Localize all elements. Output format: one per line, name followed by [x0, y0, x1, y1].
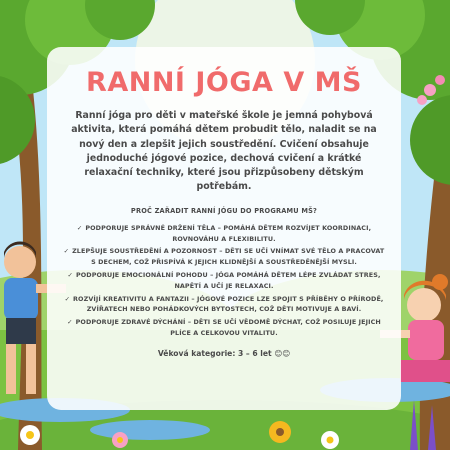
age-category: Věková kategorie: 3 – 6 let 😊😊	[157, 348, 291, 358]
benefit-text: PODPORUJE SPRÁVNÉ DRŽENÍ TĚLA – POMÁHÁ DĚTEM ROZVÍJET KOORDINACI, ROVNOVÁHU A FLEXIBILITU.	[85, 223, 372, 243]
benefit-text: ZLEPŠUJE SOUSTŘEDĚNÍ A POZORNOST – DĚTI SE UČÍ VNÍMAT SVÉ TĚLO A PRACOVAT S DECHEM, COŽ PŘISPÍVÁ K JEJICH KLIDNĚJŠÍ A SOUSTŘEDĚNĚJŠÍ MYSLI.	[72, 247, 385, 267]
check-icon: ✓	[67, 318, 73, 327]
why-heading: PROČ ZAŘADIT RANNÍ JÓGU DO PROGRAMU MŠ?	[130, 206, 318, 215]
check-icon: ✓	[63, 247, 70, 256]
check-icon: ✓	[76, 223, 83, 232]
list-item	[63, 223, 385, 245]
check-icon: ✓	[67, 270, 73, 279]
benefits-list	[63, 223, 385, 339]
list-item	[63, 270, 385, 292]
check-icon: ✓	[64, 294, 71, 303]
benefit-text: PODPORUJE EMOCIONÁLNÍ POHODU – JÓGA POMÁHÁ DĚTEM LÉPE ZVLÁDAT STRES, NAPĚTÍ A UČÍ JE RELAXACI.	[75, 270, 381, 290]
list-item	[63, 317, 385, 339]
list-item	[63, 246, 385, 268]
benefit-text: PODPORUJE ZDRAVÉ DÝCHÁNÍ – DĚTI SE UČÍ VĚDOMĚ DÝCHAT, COŽ POSILUJE JEJICH PLÍCE A CELKOVOU VITALITU.	[75, 318, 381, 337]
info-card	[47, 47, 401, 410]
page-title: RANNÍ JÓGA V MŠ	[86, 67, 362, 98]
list-item	[63, 294, 385, 316]
intro-paragraph: Ranní jóga pro děti v mateřské škole je jemná pohybová aktivita, která pomáhá dětem probudit tělo, naladit se na nový den a zlepšit jejich soustředění. Cvičení obsahuje jednoduché jógové pozice, dechová cvičení a krátké relaxační techniky, které jsou přizpůsobeny dětským potřebám.	[71, 110, 377, 193]
benefit-text: ROZVÍJÍ KREATIVITU A FANTAZII – JÓGOVÉ POZICE LZE SPOJIT S PŘÍBĚHY O PŘÍRODĚ, ZVÍŘATECH NEBO POHÁDKOVÝCH BYTOSTECH, COŽ DĚTI MOTIVUJE A BAVÍ.	[73, 294, 384, 314]
